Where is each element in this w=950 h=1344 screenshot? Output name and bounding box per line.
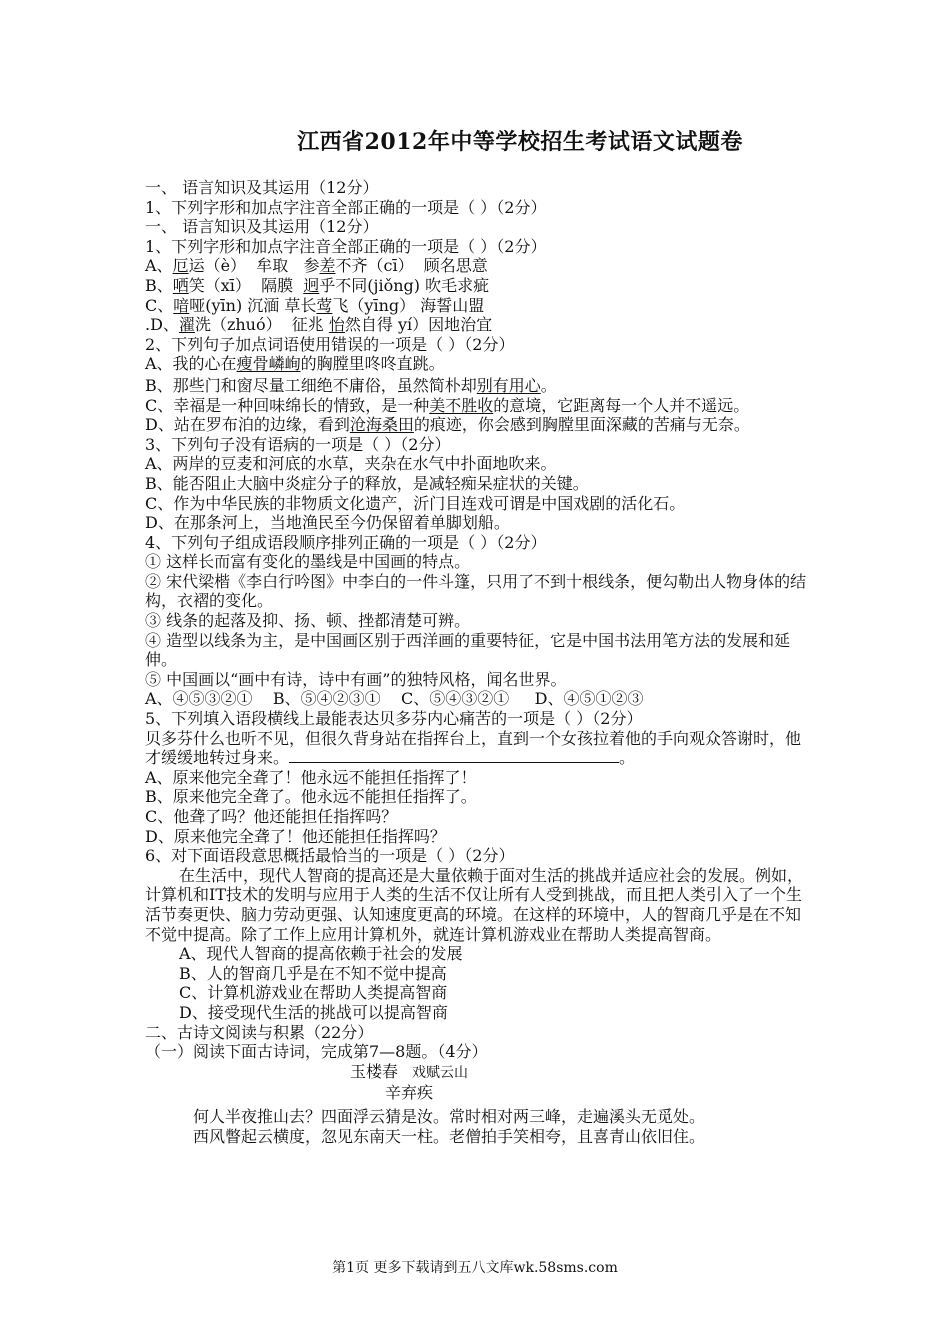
q2-option-a: [145, 354, 810, 374]
underlined-char: 濯: [178, 315, 195, 335]
q1-option-b: [145, 276, 810, 296]
question-5: 5、下列填入语段横线上最能表达贝多芬内心痛苦的一项是（ ）（2分）: [145, 709, 643, 729]
text: 然自得 yí）因地治宜: [344, 315, 493, 335]
underlined-char: 哂: [172, 275, 189, 295]
q5-option-b: B、原来他完全聋了。他永远不能担任指挥了。: [145, 787, 477, 807]
section-2-subheader: （一）阅读下面古诗词，完成第7—8题。（4分）: [145, 1042, 488, 1062]
q4-sentence-5: ⑤ 中国画以“画中有诗，诗中有画”的独特风格，闻名世界。: [145, 669, 567, 689]
q2-option-c: [145, 396, 810, 416]
q3-option-d: D、在那条河上，当地渔民至今仍保留着单脚划船。: [145, 513, 510, 533]
poem-title: 玉楼春: [350, 1061, 399, 1081]
poem-author: 辛弃疾: [385, 1083, 434, 1103]
text: B、: [145, 275, 173, 295]
q3-option-c: C、作为中华民族的非物质文化遗产，沂门目连戏可谓是中国戏剧的活化石。: [145, 493, 686, 513]
text: 。: [619, 748, 636, 768]
underlined-char: 喑: [173, 295, 190, 315]
text: C、: [145, 295, 174, 315]
q1-option-d: [145, 315, 810, 335]
text: 的胸膛里咚咚直跳。: [300, 354, 445, 374]
exam-title: 江西省2012年中等学校招生考试语文试题卷: [297, 129, 743, 155]
underlined-char: 差: [319, 256, 336, 276]
q6-option-d: D、接受现代生活的挑战可以提高智商: [179, 1002, 448, 1022]
poem-title-line: [145, 1062, 810, 1084]
text: 不齐（cī） 顾名思意: [335, 256, 488, 276]
underlined-phrase: 美不胜收: [429, 395, 494, 415]
text: 飞（yīng） 海誓山盟: [332, 295, 485, 315]
text: 贝多芬什么也听不见，但很久背身站在指挥台上，直到一个女孩拉着他的手向观众答谢时，他才缓缓地转过身来。: [145, 728, 802, 768]
poem-subtitle: 戏赋云山: [412, 1064, 469, 1081]
question-2: 2、下列句子加点词语使用错误的一项是（ ）（2分）: [145, 334, 515, 354]
text: 乎不同(jiǒng) 吹毛求疵: [319, 275, 490, 295]
q5-option-c: C、他聋了吗？他还能担任指挥吗？: [145, 807, 398, 826]
page-footer: 第1页 更多下载请到五八文库wk.58sms.com: [332, 1260, 618, 1276]
q5-option-d: D、原来他完全聋了！他还能担任指挥吗？: [145, 826, 446, 846]
q2-option-b: [145, 376, 810, 396]
q4-sentence-1: ① 这样长而富有变化的墨线是中国画的特点。: [145, 552, 471, 572]
text: 的痕迹，你会感到胸膛里面深藏的苦痛与无奈。: [413, 415, 750, 435]
exam-body: [145, 178, 810, 1146]
poem-line-2: 西风瞥起云横度，忽见东南天一柱。老僧拍手笑相夸，且喜青山依旧住。: [193, 1126, 706, 1146]
underlined-phrase: 瘦骨嶙峋: [236, 354, 301, 374]
underlined-char: 厄: [172, 256, 189, 276]
text: 哑(yīn) 沉湎 草长: [189, 295, 317, 315]
question-1: 1、下列字形和加点字注音全部正确的一项是（ ）（2分）: [145, 197, 547, 217]
text: .D、: [145, 315, 179, 335]
q6-passage: 在生活中，现代人智商的提高还是大量依赖于面对生活的挑战并适应社会的发展。例如，计算机和IT技术的发明与应用于人类的生活不仅让所有人受到挑战，而且把人类引入了一个生活节奏更快、脑力劳动更强、认知速度更高的环境。在这样的环境中，人的智商几乎是在不知不觉中提高。除了工作上应用计算机外，就连计算机游戏业在帮助人类提高智商。: [145, 865, 804, 944]
underlined-char: 怡: [328, 315, 345, 335]
q4-options: A、④⑤③②① B、⑤④②③① C、⑤④③②① D、④⑤①②③: [145, 689, 644, 709]
q3-option-b: B、能否阻止大脑中炎症分子的释放，是减轻痴呆症状的关键。: [145, 473, 589, 493]
text: D、站在罗布泊的边缘，看到: [145, 415, 350, 435]
answer-blank: [289, 748, 619, 763]
q6-option-a: A、现代人智商的提高依赖于社会的发展: [179, 944, 463, 964]
q1-option-c: [145, 296, 810, 316]
section-1-header: 一、 语言知识及其运用（12分）: [145, 178, 379, 197]
question-3: 3、下列句子没有语病的一项是（ ）（2分）: [145, 434, 451, 454]
underlined-char: 迥: [303, 275, 320, 295]
question-4: 4、下列句子组成语段顺序排列正确的一项是（ ）（2分）: [145, 532, 547, 552]
text: C、幸福是一种回味绵长的情致，是一种: [145, 395, 430, 415]
text: 。: [540, 375, 557, 395]
text: B、那些门和窗尽量工细绝不庸俗，虽然简朴却: [145, 375, 477, 395]
underlined-phrase: 沧海桑田: [349, 415, 414, 435]
text: A、我的心在: [145, 354, 237, 374]
underlined-phrase: 别有用心: [476, 375, 541, 395]
question-1-repeat: 1、下列字形和加点字注音全部正确的一项是（ ）（2分）: [145, 236, 547, 256]
text: 洗（zhuó） 征兆: [194, 315, 329, 335]
question-6: 6、对下面语段意思概括最恰当的一项是（ ）（2分）: [145, 846, 515, 866]
q4-sentence-2: ② 宋代梁楷《李白行吟图》中李白的一件斗篷，只用了不到十根线条，便勾勒出人物身体的结构，衣褶的变化。: [145, 571, 807, 611]
text: 笑（xī） 隔膜: [188, 275, 304, 295]
text: 运（è） 牟取 参: [188, 256, 320, 276]
underlined-char: 莺: [316, 295, 333, 315]
q2-option-d: [145, 415, 810, 435]
poem-line-1: 何人半夜推山去？四面浮云猜是汝。常时相对两三峰，走遍溪头无觅处。: [193, 1106, 706, 1126]
q5-option-a: A、原来他完全聋了！他永远不能担任指挥了！: [145, 767, 477, 787]
q3-option-a: A、两岸的豆麦和河底的水草，夹杂在水气中扑面地吹来。: [145, 454, 557, 474]
q4-sentence-4: ④ 造型以线条为主，是中国画区别于西洋画的重要特征，它是中国书法用笔方法的发展和延伸。: [145, 630, 791, 670]
q5-passage: [145, 729, 810, 768]
q6-option-b: B、人的智商几乎是在不知不觉中提高: [179, 963, 447, 983]
q1-option-a: [145, 256, 810, 276]
q4-sentence-3: ③ 线条的起落及抑、扬、顿、挫都清楚可辨。: [145, 611, 471, 631]
text: 的意境，它距离每一个人并不遥远。: [493, 395, 750, 415]
text: A、: [145, 256, 173, 276]
section-2-header: 二、古诗文阅读与积累（22分）: [145, 1022, 374, 1042]
section-1-header-repeat: 一、 语言知识及其运用（12分）: [145, 217, 379, 237]
q6-option-c: C、计算机游戏业在帮助人类提高智商: [179, 983, 448, 1003]
